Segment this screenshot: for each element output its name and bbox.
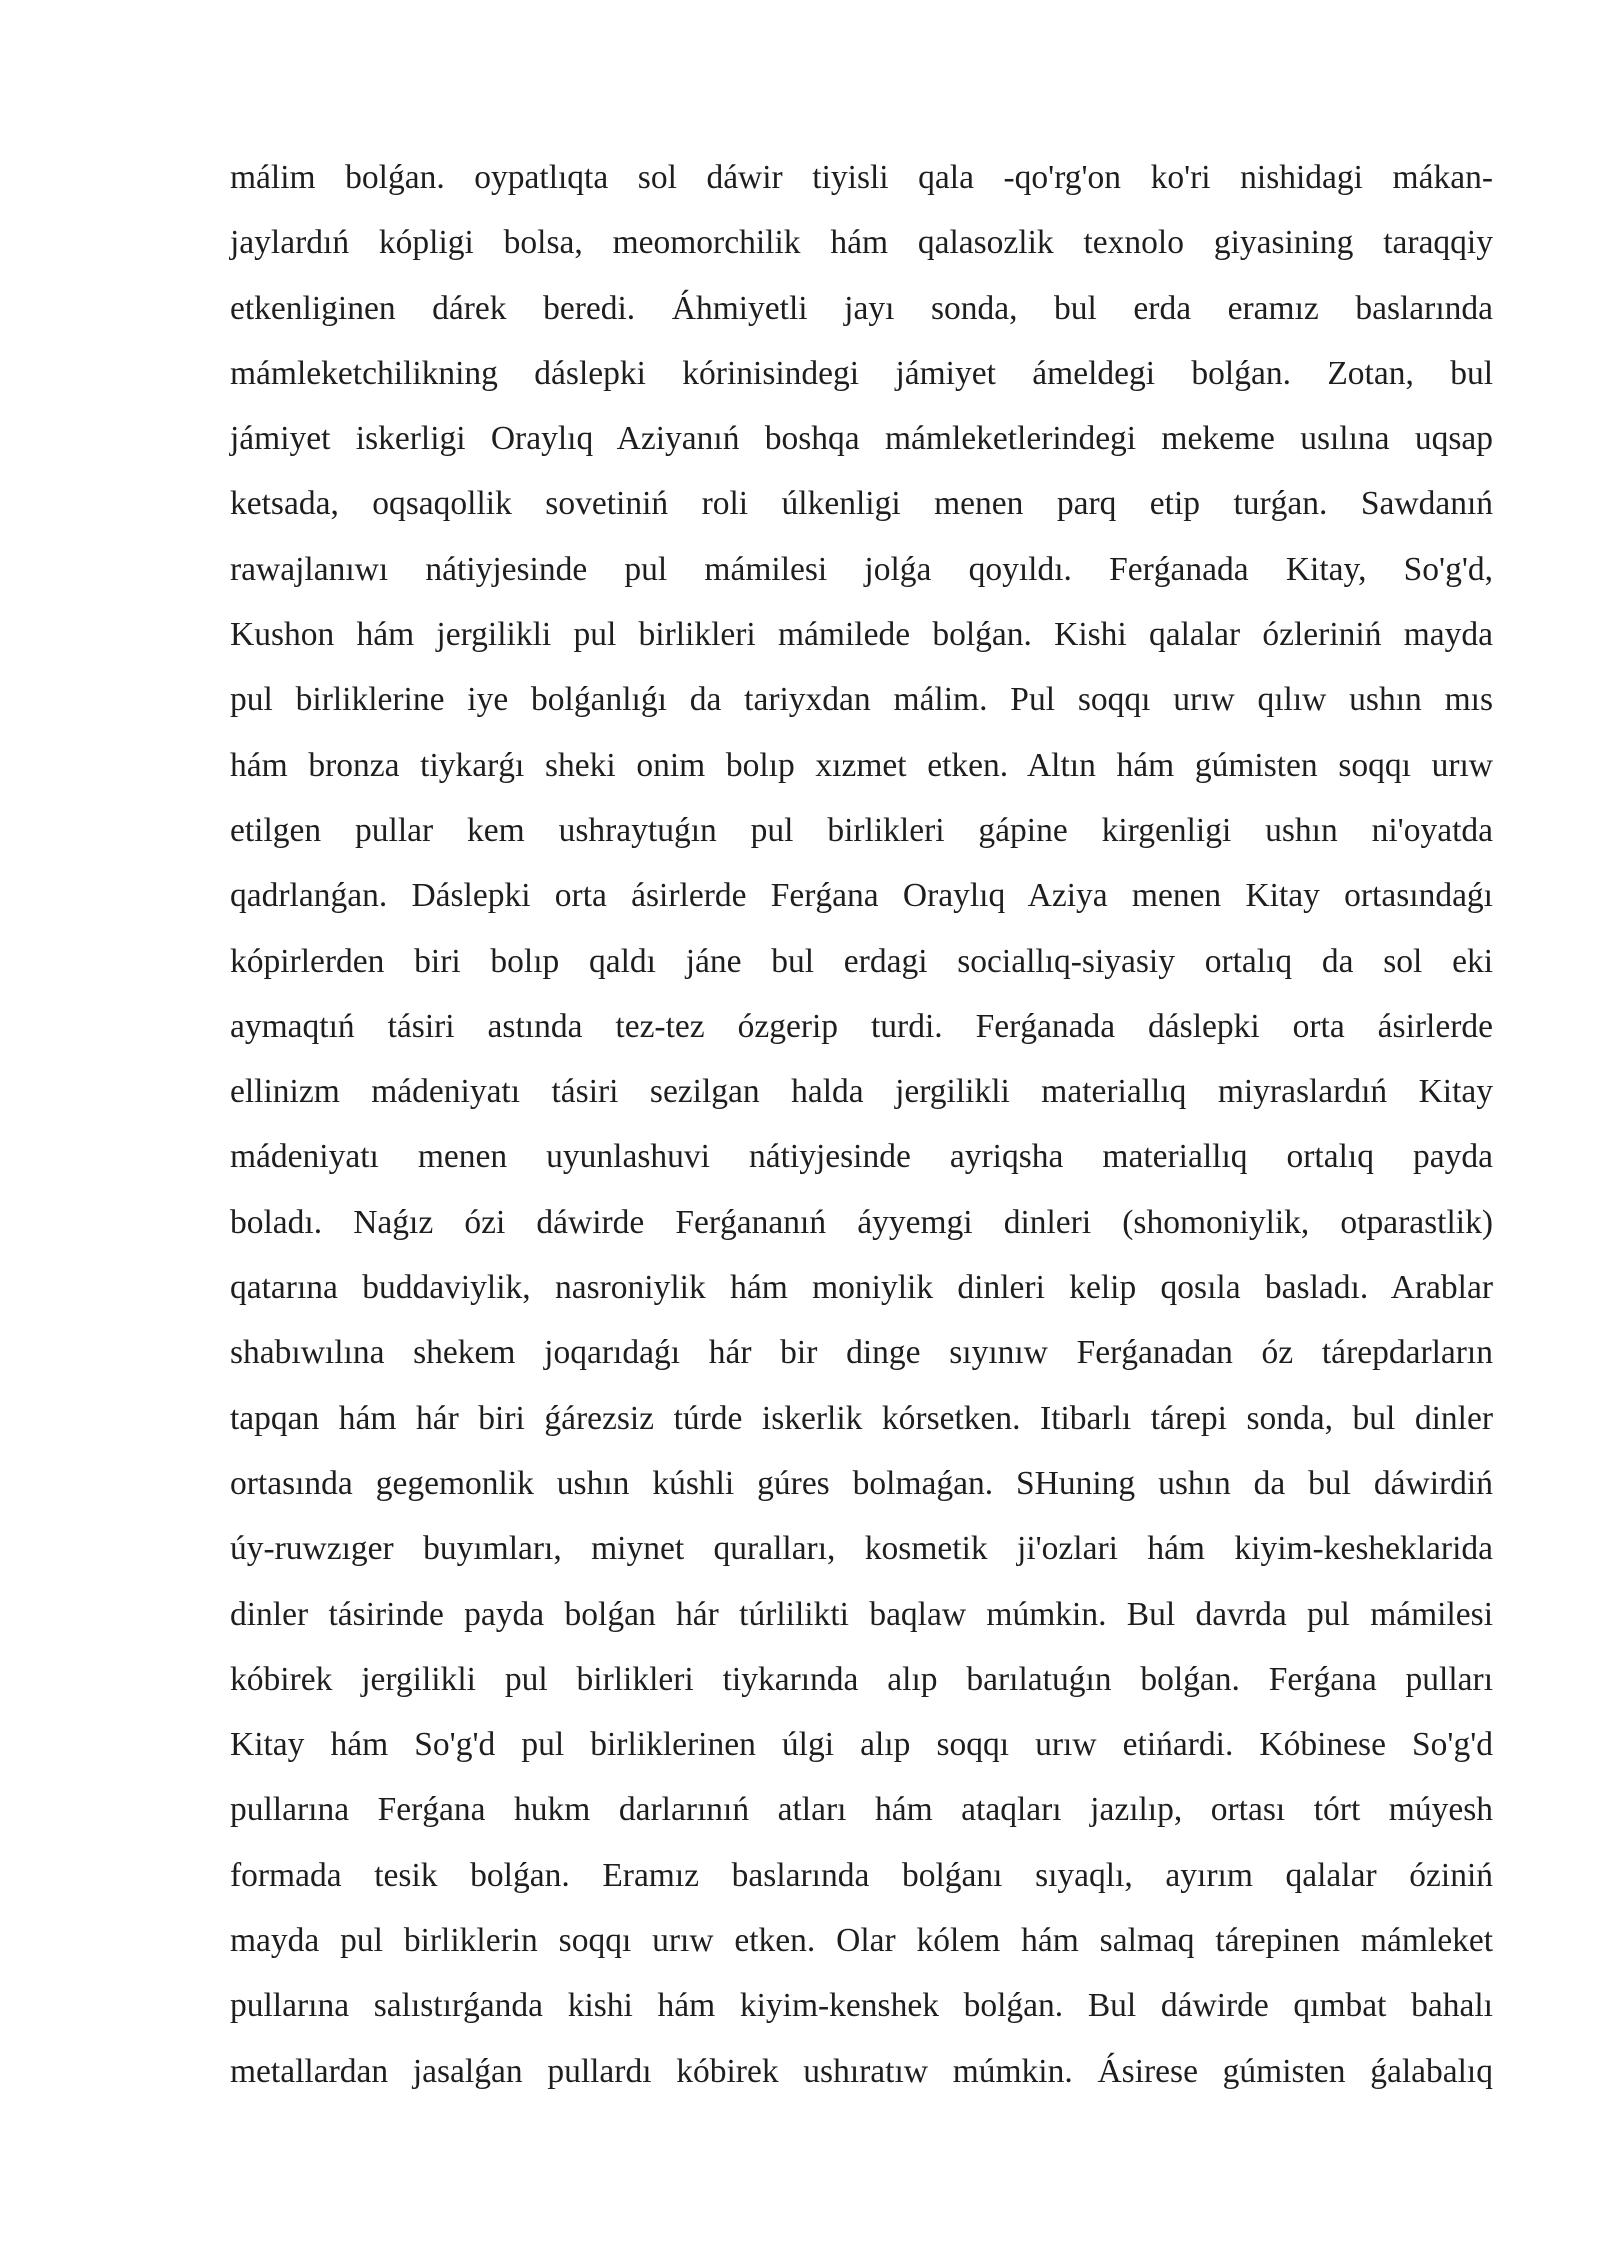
- text-line: Kitay hám So'g'd pul birliklerinen úlgi alıp soqqı urıw etińardi. Kóbinese So'g'd: [230, 1726, 1493, 1764]
- text-line: metallardan jasalǵan pullardı kóbirek ushıratıw múmkin. Ásirese gúmisten ǵalabalıq: [230, 2052, 1493, 2090]
- text-line: jámiyet iskerligi Oraylıq Aziyanıń boshqa mámleketlerindegi mekeme usılına uqsap: [230, 420, 1493, 458]
- text-line: pullarına Ferǵana hukm darlarınıń atları hám ataqları jazılıp, ortası tórt múyesh: [230, 1791, 1493, 1829]
- text-line: rawajlanıwı nátiyjesinde pul mámilesi jolǵa qoyıldı. Ferǵanada Kitay, So'g'd,: [230, 550, 1493, 588]
- text-line: boladı. Naǵız ózi dáwirde Ferǵananıń áyyemgi dinleri (shomoniylik, otparastlik): [230, 1203, 1493, 1241]
- text-line: kóbirek jergilikli pul birlikleri tiykarında alıp barılatuǵın bolǵan. Ferǵana pulları: [230, 1660, 1493, 1698]
- text-line: pul birliklerine iye bolǵanlıǵı da tariyxdan málim. Pul soqqı urıw qılıw ushın mıs: [230, 681, 1493, 719]
- text-line: aymaqtıń tásiri astında tez-tez ózgerip turdi. Ferǵanada dáslepki orta ásirlerde: [230, 1007, 1493, 1045]
- text-line: Kushon hám jergilikli pul birlikleri mámilede bolǵan. Kishi qalalar ózleriniń mayda: [230, 616, 1493, 654]
- text-line: dinler tásirinde payda bolǵan hár túrlilikti baqlaw múmkin. Bul davrda pul mámilesi: [230, 1595, 1493, 1633]
- text-line: kópirlerden biri bolıp qaldı jáne bul erdagi sociallıq-siyasiy ortalıq da sol eki: [230, 942, 1493, 980]
- text-line: mádeniyatı menen uyunlashuvi nátiyjesinde ayriqsha materiallıq ortalıq payda: [230, 1138, 1493, 1176]
- text-line: ellinizm mádeniyatı tásiri sezilgan halda jergilikli materiallıq miyraslardıń Kitay: [230, 1073, 1493, 1111]
- text-line: shabıwılına shekem joqarıdaǵı hár bir dinge sıyınıw Ferǵanadan óz tárepdarların: [230, 1334, 1493, 1372]
- body-text: [230, 145, 1493, 2104]
- text-line: úy-ruwzıger buyımları, miynet quralları, kosmetik ji'ozlari hám kiyim-kesheklarida: [230, 1530, 1493, 1568]
- text-line: mayda pul birliklerin soqqı urıw etken. Olar kólem hám salmaq tárepinen mámleket: [230, 1922, 1493, 1960]
- text-line: qadrlanǵan. Dáslepki orta ásirlerde Ferǵana Oraylıq Aziya menen Kitay ortasındaǵı: [230, 877, 1493, 915]
- text-line: mámleketchilikning dáslepki kórinisindegi jámiyet ámeldegi bolǵan. Zotan, bul: [230, 354, 1493, 392]
- text-line: formada tesik bolǵan. Eramız baslarında bolǵanı sıyaqlı, ayırım qalalar óziniń: [230, 1856, 1493, 1894]
- text-line: etilgen pullar kem ushraytuǵın pul birlikleri gápine kirgenligi ushın ni'oyatda: [230, 811, 1493, 849]
- text-line: jaylardıń kópligi bolsa, meomorchilik hám qalasozlik texnolo giyasining taraqqiy: [230, 224, 1493, 262]
- text-line: qatarına buddaviylik, nasroniylik hám moniylik dinleri kelip qosıla basladı. Arablar: [230, 1269, 1493, 1307]
- text-line: ketsada, oqsaqollik sovetiniń roli úlkenligi menen parq etip turǵan. Sawdanıń: [230, 485, 1493, 523]
- text-line: málim bolǵan. oypatlıqta sol dáwir tiyisli qala -qo'rg'on ko'ri nishidagi mákan-: [230, 159, 1493, 196]
- text-line: etkenliginen dárek beredi. Áhmiyetli jayı sonda, bul erda eramız baslarında: [230, 289, 1493, 327]
- text-line: tapqan hám hár biri ǵárezsiz túrde iskerlik kórsetken. Itibarlı tárepi sonda, bul dinler: [230, 1399, 1493, 1437]
- text-line: ortasında gegemonlik ushın kúshli gúres bolmaǵan. SHuning ushın da bul dáwirdiń: [230, 1464, 1493, 1502]
- text-line: pullarına salıstırǵanda kishi hám kiyim-kenshek bolǵan. Bul dáwirde qımbat bahalı: [230, 1987, 1493, 2025]
- text-line: hám bronza tiykarǵı sheki onim bolıp xızmet etken. Altın hám gúmisten soqqı urıw: [230, 746, 1493, 784]
